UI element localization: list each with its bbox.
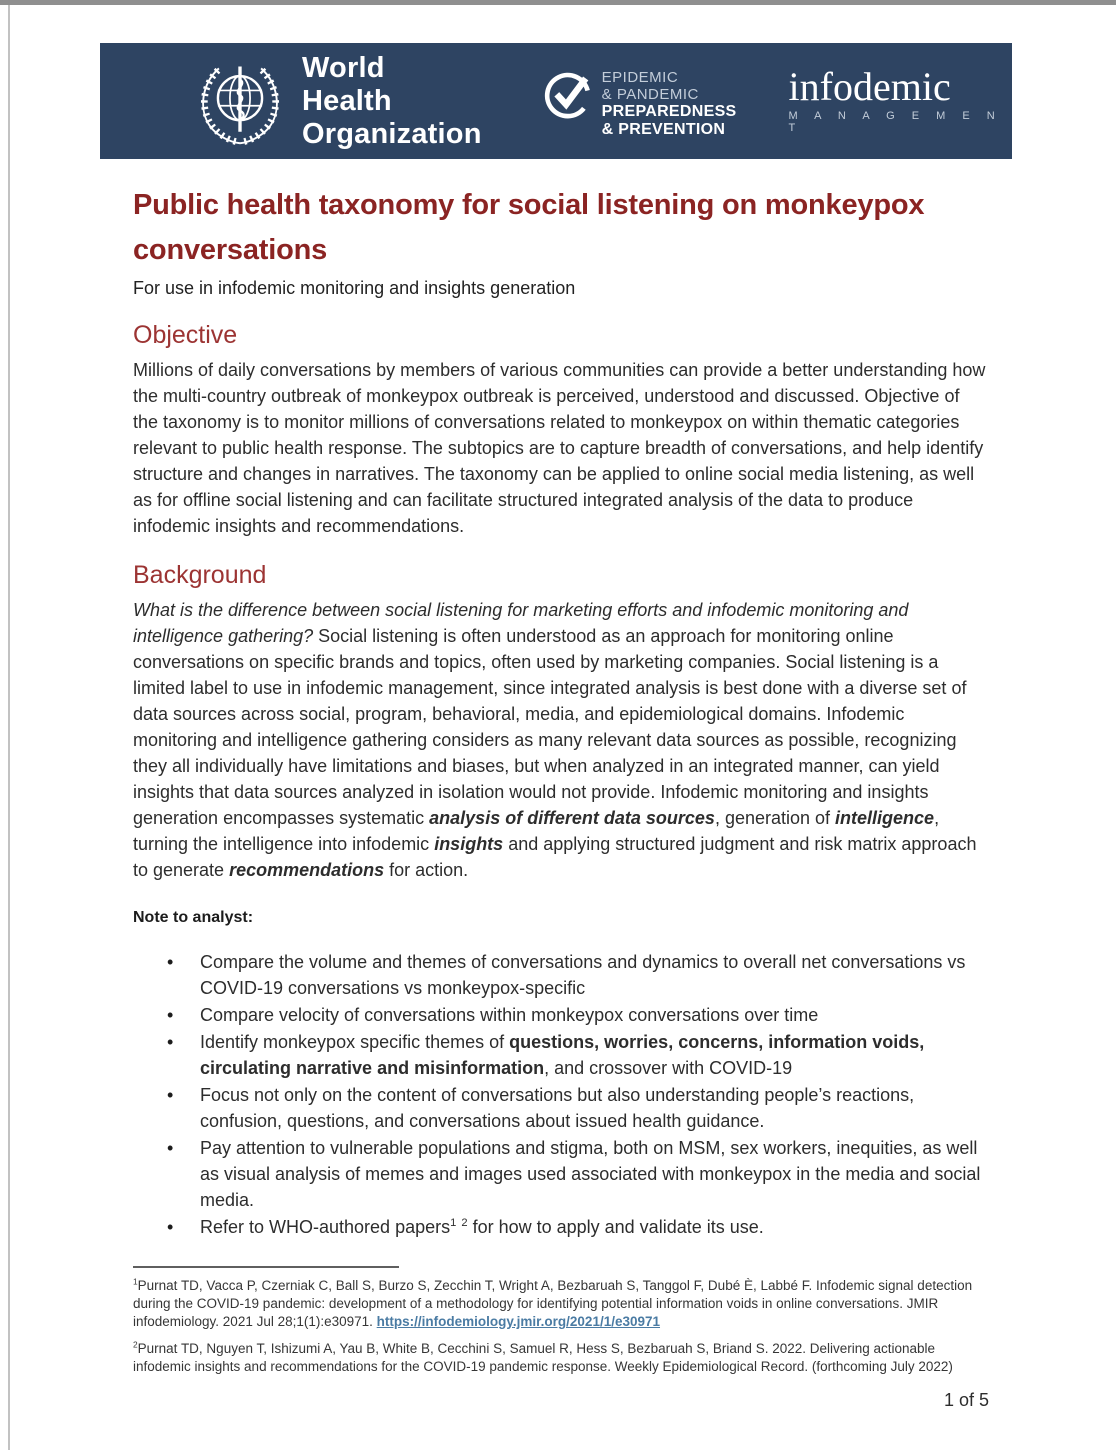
bullet-item: • Focus not only on the content of conversations but also understanding people’s reactions, confusion, questions, and conversations about issued health guidance.: [200, 1082, 989, 1134]
epp-line2: & PANDEMIC: [601, 86, 699, 103]
who-logo: [192, 52, 482, 151]
bullet-item: • Identify monkeypox specific themes of questions, worries, concerns, information voids, circulating narrative and misinformation, and crossover with COVID-19: [200, 1029, 989, 1081]
epp-line1: EPIDEMIC: [601, 69, 679, 86]
page-title-line2: conversations: [133, 234, 328, 266]
scan-edge-left: [8, 5, 10, 1450]
page-subtitle: For use in infodemic monitoring and insights generation: [133, 278, 576, 298]
infodemic-wordmark: infodemic: [788, 63, 951, 109]
bullet-item: • Refer to WHO-authored papers$^1$ $^2$ for how to apply and validate its use.: [200, 1214, 989, 1240]
page-title-line1: Public health taxonomy for social listening on monkeypox: [133, 189, 925, 221]
epp-wordmark: [602, 69, 737, 139]
bullet-item: • Compare velocity of conversations within monkeypox conversations over time: [200, 1002, 989, 1028]
check-circle-icon: [540, 65, 596, 131]
who-wordmark: [302, 52, 482, 151]
who-wordmark-line2: Organization: [302, 117, 482, 150]
footnote-2: $^2$Purnat TD, Nguyen T, Ishizumi A, Yau B, White B, Cecchini S, Samuel R, Hess S, Bezbaruah S, Briand S. 2022. Delivering actionable infodemic insights and recommendations for the COVID-19 pandemic response. Weekly Epidemiological Record. (forthcoming July 2022): [133, 1339, 953, 1374]
epp-logo: [540, 63, 737, 139]
page-title: [133, 183, 989, 273]
document-body: [133, 183, 989, 1411]
who-emblem-icon: [192, 53, 288, 149]
header-band: [100, 43, 1012, 159]
footnote-divider: [133, 1266, 399, 1268]
note-to-analyst-label: Note to analyst:: [133, 909, 254, 926]
background-paragraph: What is the difference between social listening for marketing efforts and infodemic monitoring and intelligence gathering? Social listening is often understood as an approach for monitoring online conversations on specific brands and topics, often used by marketing companies. Social listening is a limited label to use in infodemic management, since integrated analysis is best done with a diverse set of data sources across social, program, behavioral, media, and epidemiological domains. Infodemic monitoring and intelligence gathering considers as many relevant data sources as possible, recognizing they all individually have limitations and biases, but when analyzed in an integrated manner, can yield insights that data sources analyzed in isolation would not provide. Infodemic monitoring and insights generation encompasses systematic analysis of different data sources, generation of intelligence, turning the intelligence into infodemic insights and applying structured judgment and risk matrix approach to generate recommendations for action.: [133, 600, 977, 880]
objective-heading: Objective: [133, 321, 238, 349]
bullet-item: • Pay attention to vulnerable populations and stigma, both on MSM, sex workers, inequities, as well as visual analysis of memes and images used associated with monkeypox in the media and social media.: [200, 1135, 989, 1213]
infodemic-logo: [788, 63, 1012, 134]
footnote-1: $^1$Purnat TD, Vacca P, Czerniak C, Ball S, Burzo S, Zecchin T, Wright A, Bezbaruah S, Tanggol F, Dubé È, Labbé F. Infodemic signal detection during the COVID-19 pandemic: development of a methodology for identifying potential information voids in online conversations. JMIR infodemiology. 2021 Jul 28;1(1):e30971. https://infodemiology.jmir.org/2021/1/e30971: [133, 1276, 973, 1329]
background-heading: Background: [133, 561, 267, 589]
analyst-bullet-list: [133, 949, 989, 1240]
footnote-link[interactable]: https://infodemiology.jmir.org/2021/1/e30971: [376, 1314, 661, 1329]
epp-line4: & PREVENTION: [601, 121, 726, 138]
objective-paragraph: Millions of daily conversations by members of various communities can provide a better understanding how the multi-country outbreak of monkeypox outbreak is perceived, understood and discussed. Objective of the taxonomy is to monitor millions of conversations related to monkeypox on within thematic categories relevant to public health response. The subtopics are to capture breadth of conversations, and help identify structure and changes in narratives. The taxonomy can be applied to online social media listening, as well as for offline social listening and can facilitate structured integrated analysis of the data to produce infodemic insights and recommendations.: [133, 360, 986, 536]
bullet-item: • Compare the volume and themes of conversations and dynamics to overall net conversations vs COVID-19 conversations vs monkeypox-specific: [200, 949, 989, 1001]
scan-edge-top: [0, 0, 1116, 5]
page-number: 1 of 5: [943, 1390, 989, 1410]
epp-line3: PREPAREDNESS: [601, 103, 737, 120]
who-wordmark-line1: World Health: [302, 51, 392, 117]
infodemic-subtitle: M A N A G E M E N T: [788, 109, 1002, 134]
